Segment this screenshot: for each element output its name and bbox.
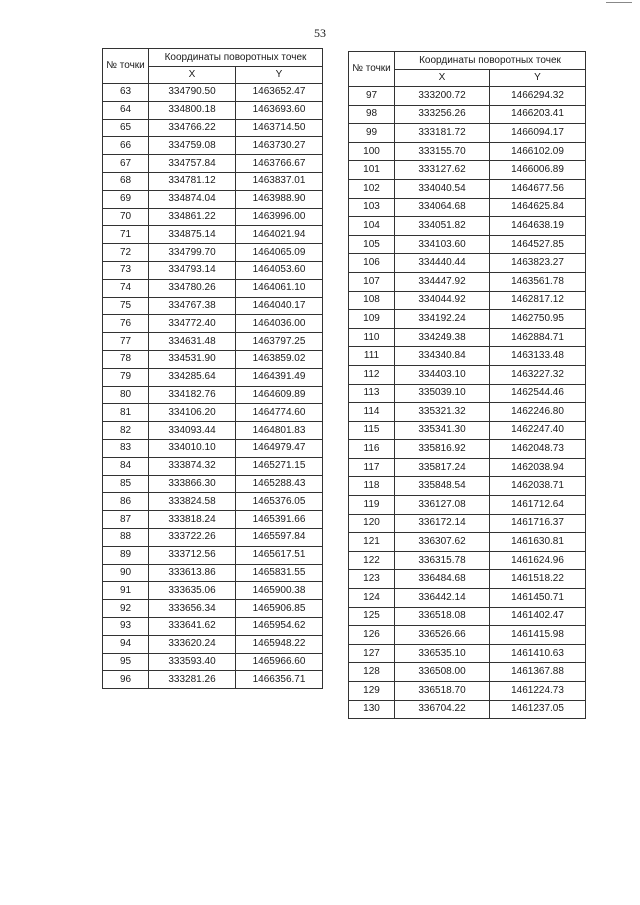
table-row (103, 84, 323, 102)
table-row (349, 328, 586, 347)
point-number-cell: 104 (349, 217, 395, 236)
point-number-cell: 99 (349, 124, 395, 143)
point-number-cell: 88 (103, 528, 149, 546)
x-coordinate-cell: 336518.08 (395, 607, 490, 626)
y-coordinate-cell: 1461716.37 (490, 514, 586, 533)
table-row (103, 493, 323, 511)
y-coordinate-cell: 1465597.84 (236, 528, 323, 546)
y-coordinate-cell: 1463823.27 (490, 254, 586, 273)
point-number-cell: 115 (349, 421, 395, 440)
y-coordinate-cell: 1463227.32 (490, 365, 586, 384)
table-row (349, 235, 586, 254)
point-number-cell: 94 (103, 635, 149, 653)
y-coordinate-cell: 1465271.15 (236, 457, 323, 475)
point-number-cell: 82 (103, 422, 149, 440)
table-row (349, 272, 586, 291)
x-coordinate-cell: 334447.92 (395, 272, 490, 291)
y-coordinate-cell: 1462750.95 (490, 310, 586, 329)
y-coordinate-cell: 1465948.22 (236, 635, 323, 653)
point-number-cell: 108 (349, 291, 395, 310)
table-body-left (103, 84, 323, 689)
table-row (103, 155, 323, 173)
table-row (349, 310, 586, 329)
point-number-cell: 103 (349, 198, 395, 217)
y-coordinate-cell: 1461415.98 (490, 626, 586, 645)
point-number-cell: 110 (349, 328, 395, 347)
x-coordinate-cell: 333641.62 (149, 617, 236, 635)
x-coordinate-cell: 334182.76 (149, 386, 236, 404)
y-coordinate-cell: 1465906.85 (236, 600, 323, 618)
table-row (103, 244, 323, 262)
y-coordinate-cell: 1461624.96 (490, 551, 586, 570)
point-number-cell: 124 (349, 589, 395, 608)
y-coordinate-cell: 1466203.41 (490, 105, 586, 124)
point-number-cell: 105 (349, 235, 395, 254)
x-coordinate-cell: 334093.44 (149, 422, 236, 440)
x-coordinate-cell: 336442.14 (395, 589, 490, 608)
y-coordinate-cell: 1463693.60 (236, 101, 323, 119)
x-coordinate-cell: 334766.22 (149, 119, 236, 137)
table-row (103, 475, 323, 493)
y-coordinate-cell: 1464053.60 (236, 261, 323, 279)
point-number-cell: 101 (349, 161, 395, 180)
point-number-cell: 92 (103, 600, 149, 618)
x-coordinate-cell: 336307.62 (395, 533, 490, 552)
y-coordinate-cell: 1465831.55 (236, 564, 323, 582)
y-coordinate-cell: 1463837.01 (236, 172, 323, 190)
y-coordinate-cell: 1464609.89 (236, 386, 323, 404)
y-column-header: Y (236, 67, 323, 84)
y-coordinate-cell: 1463714.50 (236, 119, 323, 137)
y-coordinate-cell: 1463133.48 (490, 347, 586, 366)
x-coordinate-cell: 334861.22 (149, 208, 236, 226)
point-number-cell: 83 (103, 439, 149, 457)
point-number-header: № точки (349, 52, 395, 87)
y-coordinate-cell: 1465391.66 (236, 511, 323, 529)
x-coordinate-cell: 334010.10 (149, 439, 236, 457)
y-coordinate-cell: 1465954.62 (236, 617, 323, 635)
table-row (103, 564, 323, 582)
x-coordinate-cell: 336315.78 (395, 551, 490, 570)
table-row (103, 635, 323, 653)
point-number-cell: 89 (103, 546, 149, 564)
y-coordinate-cell: 1465900.38 (236, 582, 323, 600)
table-row (349, 663, 586, 682)
table-row (349, 607, 586, 626)
point-number-cell: 91 (103, 582, 149, 600)
coordinates-table-right (348, 51, 586, 719)
table-row (349, 105, 586, 124)
point-number-cell: 120 (349, 514, 395, 533)
x-coordinate-cell: 336172.14 (395, 514, 490, 533)
x-coordinate-cell: 333824.58 (149, 493, 236, 511)
table-row (349, 384, 586, 403)
point-number-cell: 111 (349, 347, 395, 366)
y-coordinate-cell: 1461410.63 (490, 644, 586, 663)
x-coordinate-cell: 336704.22 (395, 700, 490, 719)
table-row (349, 347, 586, 366)
y-coordinate-cell: 1462817.12 (490, 291, 586, 310)
x-coordinate-cell: 334799.70 (149, 244, 236, 262)
table-row (103, 208, 323, 226)
table-row (349, 291, 586, 310)
table-row (349, 440, 586, 459)
y-coordinate-cell: 1462038.94 (490, 458, 586, 477)
x-coordinate-cell: 333181.72 (395, 124, 490, 143)
y-coordinate-cell: 1461712.64 (490, 496, 586, 515)
point-number-cell: 95 (103, 653, 149, 671)
x-coordinate-cell: 333256.26 (395, 105, 490, 124)
y-coordinate-cell: 1463561.78 (490, 272, 586, 291)
point-number-cell: 67 (103, 155, 149, 173)
table-row (103, 368, 323, 386)
table-row (103, 511, 323, 529)
table-row (103, 404, 323, 422)
y-coordinate-cell: 1464065.09 (236, 244, 323, 262)
point-number-cell: 72 (103, 244, 149, 262)
point-number-cell: 69 (103, 190, 149, 208)
table-row (103, 600, 323, 618)
table-row (103, 439, 323, 457)
y-coordinate-cell: 1464774.60 (236, 404, 323, 422)
y-column-header: Y (490, 70, 586, 87)
corner-mark (606, 2, 632, 3)
table-row (349, 626, 586, 645)
table-row (349, 551, 586, 570)
x-coordinate-cell: 334800.18 (149, 101, 236, 119)
point-number-cell: 68 (103, 172, 149, 190)
page-number: 53 (314, 26, 326, 40)
point-number-cell: 74 (103, 279, 149, 297)
x-coordinate-cell: 333635.06 (149, 582, 236, 600)
y-coordinate-cell: 1463652.47 (236, 84, 323, 102)
x-coordinate-cell: 334780.26 (149, 279, 236, 297)
x-coordinate-cell: 336508.00 (395, 663, 490, 682)
x-coordinate-cell: 334759.08 (149, 137, 236, 155)
point-number-cell: 116 (349, 440, 395, 459)
point-number-cell: 100 (349, 142, 395, 161)
x-coordinate-cell: 334403.10 (395, 365, 490, 384)
table-row (103, 119, 323, 137)
x-coordinate-cell: 334793.14 (149, 261, 236, 279)
x-coordinate-cell: 334790.50 (149, 84, 236, 102)
table-row (349, 589, 586, 608)
y-coordinate-cell: 1466094.17 (490, 124, 586, 143)
y-coordinate-cell: 1464638.19 (490, 217, 586, 236)
coordinates-group-header: Координаты поворотных точек (395, 52, 586, 70)
y-coordinate-cell: 1464391.49 (236, 368, 323, 386)
point-number-cell: 130 (349, 700, 395, 719)
point-number-cell: 102 (349, 179, 395, 198)
point-number-cell: 87 (103, 511, 149, 529)
table-row (103, 582, 323, 600)
x-coordinate-cell: 335341.30 (395, 421, 490, 440)
table-row (349, 533, 586, 552)
table-body-right (349, 87, 586, 719)
point-number-cell: 78 (103, 350, 149, 368)
y-coordinate-cell: 1465376.05 (236, 493, 323, 511)
y-coordinate-cell: 1464677.56 (490, 179, 586, 198)
y-coordinate-cell: 1464040.17 (236, 297, 323, 315)
table-row (103, 653, 323, 671)
y-coordinate-cell: 1461450.71 (490, 589, 586, 608)
x-coordinate-cell: 334531.90 (149, 350, 236, 368)
x-coordinate-cell: 334249.38 (395, 328, 490, 347)
point-number-cell: 106 (349, 254, 395, 273)
point-number-cell: 109 (349, 310, 395, 329)
x-coordinate-cell: 336535.10 (395, 644, 490, 663)
x-coordinate-cell: 333155.70 (395, 142, 490, 161)
y-coordinate-cell: 1465966.60 (236, 653, 323, 671)
x-coordinate-cell: 335321.32 (395, 403, 490, 422)
table-row (349, 477, 586, 496)
x-coordinate-cell: 333281.26 (149, 671, 236, 689)
y-coordinate-cell: 1461367.88 (490, 663, 586, 682)
table-row (349, 458, 586, 477)
x-coordinate-cell: 333818.24 (149, 511, 236, 529)
table-row (349, 700, 586, 719)
table-row (103, 333, 323, 351)
table-row (349, 421, 586, 440)
table-row (349, 365, 586, 384)
point-number-cell: 80 (103, 386, 149, 404)
table-row (349, 161, 586, 180)
table-row (103, 297, 323, 315)
y-coordinate-cell: 1463766.67 (236, 155, 323, 173)
point-number-cell: 90 (103, 564, 149, 582)
y-coordinate-cell: 1464979.47 (236, 439, 323, 457)
point-number-cell: 77 (103, 333, 149, 351)
point-number-cell: 122 (349, 551, 395, 570)
point-number-cell: 76 (103, 315, 149, 333)
x-coordinate-cell: 334064.68 (395, 198, 490, 217)
point-number-cell: 70 (103, 208, 149, 226)
x-coordinate-cell: 333127.62 (395, 161, 490, 180)
x-coordinate-cell: 334631.48 (149, 333, 236, 351)
coordinates-group-header: Координаты поворотных точек (149, 49, 323, 67)
table-row (349, 254, 586, 273)
point-number-cell: 75 (103, 297, 149, 315)
table-row (103, 350, 323, 368)
point-number-cell: 123 (349, 570, 395, 589)
point-number-cell: 64 (103, 101, 149, 119)
table-row (349, 514, 586, 533)
point-number-cell: 114 (349, 403, 395, 422)
y-coordinate-cell: 1462544.46 (490, 384, 586, 403)
point-number-cell: 73 (103, 261, 149, 279)
x-coordinate-cell: 334103.60 (395, 235, 490, 254)
point-number-cell: 93 (103, 617, 149, 635)
point-number-cell: 63 (103, 84, 149, 102)
point-number-cell: 97 (349, 87, 395, 106)
y-coordinate-cell: 1465617.51 (236, 546, 323, 564)
table-row (103, 617, 323, 635)
x-coordinate-cell: 334772.40 (149, 315, 236, 333)
table-row (103, 279, 323, 297)
x-coordinate-cell: 333874.32 (149, 457, 236, 475)
x-coordinate-cell: 333200.72 (395, 87, 490, 106)
x-coordinate-cell: 334106.20 (149, 404, 236, 422)
y-coordinate-cell: 1466102.09 (490, 142, 586, 161)
table-row (349, 124, 586, 143)
point-number-cell: 86 (103, 493, 149, 511)
point-number-cell: 84 (103, 457, 149, 475)
point-number-cell: 113 (349, 384, 395, 403)
x-coordinate-cell: 335848.54 (395, 477, 490, 496)
table-row (103, 315, 323, 333)
point-number-cell: 79 (103, 368, 149, 386)
table-row (103, 226, 323, 244)
point-number-cell: 126 (349, 626, 395, 645)
table-row (349, 87, 586, 106)
point-number-cell: 66 (103, 137, 149, 155)
table-row (103, 457, 323, 475)
x-coordinate-cell: 334767.38 (149, 297, 236, 315)
x-column-header: X (149, 67, 236, 84)
point-number-cell: 119 (349, 496, 395, 515)
table-row (103, 671, 323, 689)
table-row (103, 422, 323, 440)
y-coordinate-cell: 1464625.84 (490, 198, 586, 217)
y-coordinate-cell: 1464036.00 (236, 315, 323, 333)
table-row (349, 217, 586, 236)
point-number-cell: 96 (103, 671, 149, 689)
x-coordinate-cell: 333620.24 (149, 635, 236, 653)
y-coordinate-cell: 1463859.02 (236, 350, 323, 368)
point-number-cell: 118 (349, 477, 395, 496)
x-coordinate-cell: 334757.84 (149, 155, 236, 173)
table-row (103, 101, 323, 119)
y-coordinate-cell: 1462247.40 (490, 421, 586, 440)
x-coordinate-cell: 335039.10 (395, 384, 490, 403)
table-row (349, 644, 586, 663)
table-row (349, 403, 586, 422)
y-coordinate-cell: 1464801.83 (236, 422, 323, 440)
point-number-cell: 85 (103, 475, 149, 493)
y-coordinate-cell: 1465288.43 (236, 475, 323, 493)
coordinates-table-left (102, 48, 323, 689)
x-coordinate-cell: 334781.12 (149, 172, 236, 190)
table-row (349, 682, 586, 701)
point-number-cell: 107 (349, 272, 395, 291)
x-coordinate-cell: 334044.92 (395, 291, 490, 310)
y-coordinate-cell: 1466006.89 (490, 161, 586, 180)
point-number-cell: 98 (349, 105, 395, 124)
y-coordinate-cell: 1464527.85 (490, 235, 586, 254)
y-coordinate-cell: 1462884.71 (490, 328, 586, 347)
x-coordinate-cell: 333866.30 (149, 475, 236, 493)
table-row (349, 179, 586, 198)
y-coordinate-cell: 1461237.05 (490, 700, 586, 719)
table-row (103, 190, 323, 208)
point-number-cell: 81 (103, 404, 149, 422)
x-coordinate-cell: 335817.24 (395, 458, 490, 477)
y-coordinate-cell: 1461518.22 (490, 570, 586, 589)
table-row (103, 261, 323, 279)
table-row (103, 386, 323, 404)
point-number-cell: 121 (349, 533, 395, 552)
table-row (349, 142, 586, 161)
y-coordinate-cell: 1463996.00 (236, 208, 323, 226)
x-coordinate-cell: 333613.86 (149, 564, 236, 582)
x-coordinate-cell: 333656.34 (149, 600, 236, 618)
y-coordinate-cell: 1466356.71 (236, 671, 323, 689)
y-coordinate-cell: 1464021.94 (236, 226, 323, 244)
table-row (349, 496, 586, 515)
y-coordinate-cell: 1462048.73 (490, 440, 586, 459)
y-coordinate-cell: 1464061.10 (236, 279, 323, 297)
y-coordinate-cell: 1463988.90 (236, 190, 323, 208)
table-row (349, 570, 586, 589)
x-coordinate-cell: 334192.24 (395, 310, 490, 329)
table-row (349, 198, 586, 217)
point-number-cell: 65 (103, 119, 149, 137)
point-number-cell: 112 (349, 365, 395, 384)
x-coordinate-cell: 334040.54 (395, 179, 490, 198)
y-coordinate-cell: 1461402.47 (490, 607, 586, 626)
point-number-cell: 129 (349, 682, 395, 701)
x-coordinate-cell: 333712.56 (149, 546, 236, 564)
y-coordinate-cell: 1461630.81 (490, 533, 586, 552)
y-coordinate-cell: 1466294.32 (490, 87, 586, 106)
x-coordinate-cell: 333722.26 (149, 528, 236, 546)
y-coordinate-cell: 1463730.27 (236, 137, 323, 155)
y-coordinate-cell: 1463797.25 (236, 333, 323, 351)
point-number-cell: 71 (103, 226, 149, 244)
y-coordinate-cell: 1461224.73 (490, 682, 586, 701)
y-coordinate-cell: 1462246.80 (490, 403, 586, 422)
x-coordinate-cell: 334874.04 (149, 190, 236, 208)
table-row (103, 172, 323, 190)
point-number-cell: 127 (349, 644, 395, 663)
x-coordinate-cell: 336518.70 (395, 682, 490, 701)
x-coordinate-cell: 334051.82 (395, 217, 490, 236)
x-coordinate-cell: 334440.44 (395, 254, 490, 273)
x-coordinate-cell: 336127.08 (395, 496, 490, 515)
point-number-cell: 128 (349, 663, 395, 682)
y-coordinate-cell: 1462038.71 (490, 477, 586, 496)
point-number-header: № точки (103, 49, 149, 84)
x-coordinate-cell: 334340.84 (395, 347, 490, 366)
x-coordinate-cell: 336484.68 (395, 570, 490, 589)
x-coordinate-cell: 336526.66 (395, 626, 490, 645)
x-column-header: X (395, 70, 490, 87)
table-row (103, 528, 323, 546)
table-row (103, 137, 323, 155)
point-number-cell: 125 (349, 607, 395, 626)
x-coordinate-cell: 334875.14 (149, 226, 236, 244)
x-coordinate-cell: 333593.40 (149, 653, 236, 671)
x-coordinate-cell: 335816.92 (395, 440, 490, 459)
point-number-cell: 117 (349, 458, 395, 477)
table-row (103, 546, 323, 564)
x-coordinate-cell: 334285.64 (149, 368, 236, 386)
